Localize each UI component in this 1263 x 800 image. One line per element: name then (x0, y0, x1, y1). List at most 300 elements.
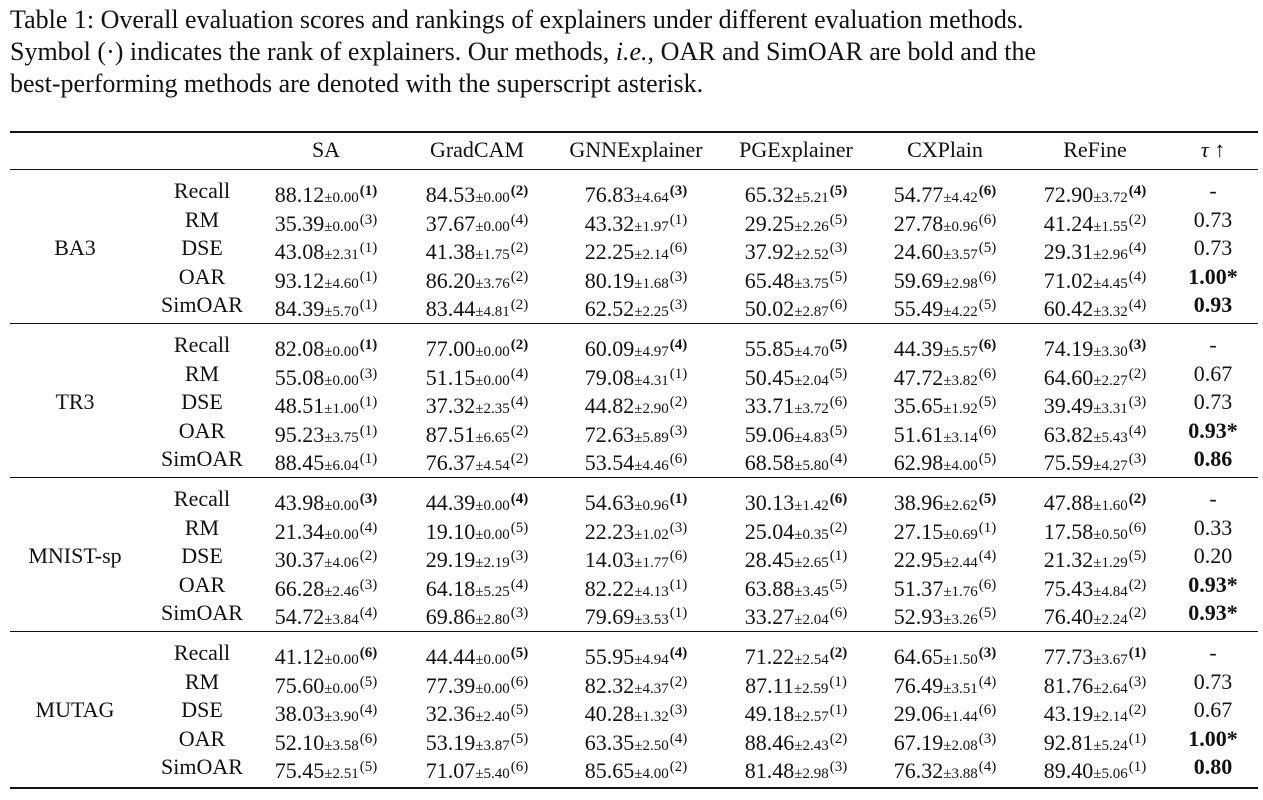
score-cell (745, 753, 847, 788)
score-rank: (6) (978, 268, 997, 285)
table-top-rule (10, 131, 1258, 133)
score-rank: (5) (510, 702, 529, 719)
score-rank: (5) (829, 576, 848, 593)
score-value: 25.04 (744, 518, 795, 544)
score-value: 55.85 (744, 336, 795, 361)
score-cell (745, 445, 847, 480)
score-value: 72.63 (584, 421, 635, 447)
score-value: 63.88 (744, 575, 795, 601)
score-value: 44.39 (425, 490, 476, 515)
score-rank: (4) (978, 759, 997, 776)
score-std: ±3.90 (324, 709, 359, 726)
score-std: ±4.13 (634, 583, 669, 600)
score-std: ±1.97 (634, 218, 669, 235)
metric-label: DSE (181, 235, 223, 261)
score-std: ±1.92 (943, 401, 978, 418)
score-rank: (3) (669, 297, 688, 314)
score-rank: (6) (978, 422, 997, 439)
score-value: 77.39 (425, 672, 476, 698)
score-rank: (1) (359, 451, 378, 468)
score-std: ±2.31 (324, 247, 359, 264)
score-rank: (1) (829, 673, 847, 690)
score-std: ±0.96 (943, 218, 978, 235)
score-std: ±0.00 (475, 680, 510, 697)
col-header-sa: SA (311, 137, 341, 162)
score-rank: (6) (1128, 519, 1147, 536)
score-rank: (1) (359, 240, 378, 257)
score-cell (585, 445, 687, 480)
score-rank: (3) (978, 645, 997, 661)
score-std: ±4.70 (794, 344, 829, 360)
score-rank: (6) (669, 240, 688, 257)
score-value: 35.65 (893, 393, 944, 419)
score-rank: (5) (978, 394, 997, 411)
dataset-label: TR3 (55, 389, 95, 415)
score-value: 39.49 (1043, 393, 1094, 419)
score-rank: (5) (1128, 548, 1147, 565)
score-std: ±5.21 (794, 190, 829, 206)
score-rank: (2) (510, 422, 529, 439)
caption-line-2-start: Symbol (·) indicates the rank of explainers. Our methods, (10, 37, 616, 66)
col-header-tau: τ ↑ (1200, 137, 1226, 162)
caption-line-3: best-performing methods are denoted with the superscript asterisk. (10, 69, 704, 98)
score-std: ±3.72 (1093, 190, 1128, 206)
tau-value: 0.80 (1193, 754, 1233, 780)
score-value: 38.03 (274, 701, 325, 727)
score-cell (426, 445, 528, 480)
score-value: 81.76 (1043, 672, 1094, 698)
score-value: 64.60 (1043, 364, 1094, 390)
score-rank: (1) (978, 519, 997, 536)
score-value: 71.22 (744, 644, 795, 669)
score-std: ±5.40 (475, 766, 510, 783)
score-value: 52.10 (274, 729, 325, 755)
score-rank: (6) (829, 605, 848, 622)
score-std: ±2.04 (794, 612, 829, 629)
score-rank: (1) (359, 422, 378, 439)
score-std: ±3.72 (794, 401, 829, 418)
table-caption (10, 4, 1258, 100)
score-value: 93.12 (274, 267, 325, 293)
score-value: 59.69 (893, 267, 944, 293)
tau-value: - (1209, 178, 1217, 203)
score-value: 55.08 (274, 364, 325, 390)
score-std: ±4.97 (634, 344, 669, 360)
metric-label: DSE (181, 543, 223, 569)
metric-label: OAR (178, 725, 226, 751)
score-value: 75.43 (1043, 575, 1094, 601)
score-std: ±6.04 (324, 458, 359, 475)
score-std: ±2.59 (793, 680, 829, 697)
score-rank: (3) (1128, 673, 1147, 690)
score-rank: (1) (1128, 759, 1147, 776)
score-std: ±3.32 (1093, 304, 1128, 321)
score-value: 92.81 (1043, 729, 1094, 755)
score-value: 29.25 (744, 210, 795, 236)
score-rank: (5) (829, 268, 848, 285)
score-value: 64.65 (893, 644, 944, 669)
score-rank: (5) (978, 451, 997, 468)
score-value: 82.32 (584, 672, 635, 698)
score-value: 28.45 (744, 547, 795, 573)
score-rank: (2) (1128, 702, 1147, 719)
score-std: ±2.50 (634, 737, 669, 754)
score-rank: (1) (1128, 730, 1147, 747)
score-rank: (3) (669, 519, 688, 536)
score-std: ±0.50 (1093, 526, 1128, 543)
score-rank: (3) (510, 548, 529, 565)
score-value: 54.72 (274, 604, 325, 630)
score-rank: (5) (978, 605, 997, 622)
score-std: ±0.00 (324, 498, 359, 514)
score-value: 24.60 (893, 239, 944, 265)
score-std: ±0.00 (324, 652, 359, 668)
score-rank: (6) (978, 183, 997, 199)
tau-value: 1.00* (1188, 263, 1238, 289)
score-std: ±2.46 (324, 583, 359, 600)
score-rank: (6) (669, 451, 688, 468)
score-std: ±3.30 (1093, 344, 1128, 360)
score-rank: (1) (669, 576, 688, 593)
score-value: 81.48 (744, 758, 795, 784)
score-value: 76.37 (425, 450, 476, 476)
tau-value: 0.67 (1193, 697, 1233, 723)
score-std: ±0.00 (475, 372, 510, 389)
tau-value: 0.93 (1193, 292, 1233, 318)
score-rank: (2) (510, 268, 529, 285)
score-value: 50.45 (744, 364, 795, 390)
score-value: 60.42 (1043, 296, 1094, 322)
score-value: 14.03 (584, 547, 635, 573)
score-std: ±4.84 (1093, 583, 1128, 600)
score-value: 76.40 (1043, 604, 1094, 630)
score-std: ±2.62 (943, 498, 978, 514)
score-std: ±2.26 (794, 218, 829, 235)
score-value: 17.58 (1043, 518, 1094, 544)
score-value: 62.98 (893, 450, 944, 476)
group-separator-rule (10, 477, 1258, 478)
score-std: ±0.00 (324, 344, 359, 360)
score-std: ±4.00 (943, 458, 978, 475)
score-cell (585, 291, 687, 326)
score-std: ±5.80 (794, 458, 829, 475)
score-cell (585, 599, 687, 634)
score-rank: (6) (978, 702, 997, 719)
score-rank: (4) (829, 451, 848, 468)
score-std: ±2.80 (475, 612, 510, 629)
score-std: ±2.44 (943, 555, 978, 572)
score-std: ±0.00 (324, 680, 359, 697)
score-rank: (3) (669, 268, 688, 285)
score-std: ±2.14 (634, 247, 669, 264)
score-std: ±2.87 (794, 304, 829, 321)
tau-symbol: τ (1200, 137, 1209, 162)
score-value: 64.18 (425, 575, 476, 601)
score-std: ±0.00 (324, 190, 359, 206)
group-separator-rule (10, 169, 1258, 170)
score-rank: (4) (669, 337, 688, 353)
score-rank: (1) (669, 365, 688, 382)
caption-ie: i.e., (615, 37, 655, 66)
score-value: 71.07 (425, 758, 476, 784)
score-value: 44.44 (425, 644, 476, 669)
score-rank: (4) (359, 702, 378, 719)
score-value: 72.90 (1043, 182, 1094, 207)
score-rank: (1) (359, 297, 378, 314)
score-rank: (3) (359, 576, 378, 593)
tau-value: - (1209, 640, 1217, 665)
caption-line-2 (10, 36, 1258, 68)
score-rank: (2) (1128, 491, 1147, 507)
score-cell (894, 445, 996, 480)
score-rank: (5) (359, 759, 378, 776)
score-value: 43.98 (274, 490, 325, 515)
score-rank: (2) (510, 337, 529, 353)
score-value: 62.52 (584, 296, 635, 322)
score-rank: (5) (978, 491, 997, 507)
score-value: 33.71 (744, 393, 795, 419)
caption-line-2-end: OAR and SimOAR are bold and the (654, 37, 1037, 66)
score-value: 52.93 (893, 604, 944, 630)
score-cell (1044, 753, 1146, 788)
score-std: ±2.98 (943, 275, 978, 292)
score-value: 41.24 (1043, 210, 1094, 236)
score-cell (745, 599, 847, 634)
score-rank: (4) (978, 673, 997, 690)
score-std: ±2.64 (1093, 680, 1128, 697)
score-std: ±4.45 (1093, 275, 1128, 292)
score-rank: (5) (978, 240, 997, 257)
score-std: ±2.19 (475, 555, 510, 572)
score-std: ±4.46 (634, 458, 669, 475)
score-value: 77.73 (1043, 644, 1094, 669)
score-std: ±4.31 (634, 372, 669, 389)
score-value: 53.19 (425, 729, 476, 755)
score-std: ±0.00 (475, 498, 510, 514)
score-value: 44.39 (893, 336, 944, 361)
score-value: 85.65 (584, 758, 635, 784)
metric-label: Recall (173, 178, 231, 203)
score-value: 77.00 (425, 336, 476, 361)
score-rank: (1) (829, 702, 848, 719)
score-cell (894, 291, 996, 326)
score-rank: (5) (510, 645, 529, 661)
score-value: 75.45 (274, 758, 325, 784)
metric-label: RM (184, 206, 220, 232)
score-std: ±1.76 (943, 583, 978, 600)
tau-value: 0.93* (1188, 571, 1238, 597)
score-value: 35.39 (274, 210, 325, 236)
score-value: 82.08 (274, 336, 325, 361)
score-rank: (6) (829, 394, 848, 411)
score-std: ±2.27 (1093, 372, 1128, 389)
score-value: 55.49 (893, 296, 944, 322)
score-rank: (3) (978, 730, 997, 747)
score-rank: (2) (669, 759, 688, 776)
score-value: 30.37 (274, 547, 325, 573)
score-value: 76.32 (893, 758, 944, 784)
score-std: ±3.82 (943, 372, 978, 389)
score-value: 65.48 (744, 267, 795, 293)
score-rank: (2) (1128, 605, 1147, 622)
score-value: 87.51 (425, 421, 476, 447)
tau-value: 0.73 (1193, 389, 1233, 415)
score-rank: (1) (829, 548, 848, 565)
score-std: ±0.35 (794, 526, 829, 543)
score-std: ±4.42 (943, 190, 978, 206)
score-std: ±2.98 (794, 766, 829, 783)
score-rank: (5) (510, 730, 529, 747)
score-std: ±2.52 (794, 247, 829, 264)
tau-value: - (1209, 486, 1217, 511)
score-value: 75.59 (1043, 450, 1094, 476)
score-std: ±2.04 (794, 372, 829, 389)
score-rank: (5) (829, 365, 848, 382)
score-value: 84.53 (425, 182, 476, 207)
score-std: ±5.70 (324, 304, 359, 321)
score-rank: (4) (978, 548, 997, 565)
score-std: ±3.51 (943, 680, 978, 697)
score-std: ±3.76 (475, 275, 510, 292)
score-std: ±4.06 (324, 555, 359, 572)
tau-value: 0.67 (1193, 360, 1233, 386)
score-cell (275, 599, 377, 634)
score-rank: (3) (669, 183, 688, 199)
score-std: ±1.32 (634, 709, 669, 726)
score-rank: (3) (1128, 337, 1147, 353)
score-rank: (1) (669, 211, 688, 228)
score-std: ±2.65 (794, 555, 829, 572)
metric-label: RM (184, 360, 220, 386)
score-std: ±4.54 (475, 458, 510, 475)
score-rank: (5) (829, 422, 848, 439)
score-std: ±3.14 (943, 429, 978, 446)
dataset-label: MUTAG (35, 697, 115, 723)
score-value: 21.32 (1043, 547, 1094, 573)
metric-label: SimOAR (161, 754, 243, 780)
score-std: ±2.25 (634, 304, 669, 321)
score-std: ±2.14 (1093, 709, 1128, 726)
score-value: 88.45 (274, 450, 325, 476)
score-cell (275, 753, 377, 788)
score-rank: (4) (359, 605, 378, 622)
tau-value: 0.73 (1193, 668, 1233, 694)
score-std: ±3.53 (634, 612, 669, 629)
score-rank: (3) (359, 365, 378, 382)
score-value: 38.96 (893, 490, 944, 515)
score-value: 43.32 (584, 210, 635, 236)
score-rank: (2) (1128, 365, 1147, 382)
score-std: ±2.35 (475, 401, 510, 418)
score-std: ±1.42 (794, 498, 829, 514)
score-rank: (6) (829, 491, 848, 507)
score-rank: (2) (510, 297, 529, 314)
score-value: 89.40 (1043, 758, 1094, 784)
score-std: ±4.83 (794, 429, 829, 446)
score-value: 48.51 (274, 393, 325, 419)
score-std: ±3.26 (943, 612, 978, 629)
score-cell (275, 445, 377, 480)
col-header-cxplain: CXPlain (907, 137, 983, 162)
dataset-label: BA3 (54, 235, 96, 261)
score-rank: (3) (510, 605, 529, 622)
score-cell (426, 599, 528, 634)
col-header-refine: ReFine (1063, 137, 1127, 162)
score-std: ±5.89 (634, 429, 669, 446)
score-rank: (2) (669, 673, 688, 690)
score-rank: (4) (510, 211, 529, 228)
dataset-label: MNIST-sp (28, 543, 122, 569)
score-std: ±3.45 (794, 583, 829, 600)
score-std: ±4.64 (634, 190, 669, 206)
score-value: 37.67 (425, 210, 476, 236)
score-std: ±0.69 (943, 526, 978, 543)
score-std: ±2.96 (1093, 247, 1128, 264)
score-cell (585, 753, 687, 788)
score-std: ±0.00 (475, 526, 510, 543)
score-std: ±0.00 (324, 526, 359, 543)
score-std: ±3.58 (324, 737, 359, 754)
score-value: 32.36 (425, 701, 476, 727)
score-value: 30.13 (744, 490, 795, 515)
score-rank: (6) (978, 337, 997, 353)
score-std: ±2.40 (475, 709, 510, 726)
score-value: 60.09 (584, 336, 635, 361)
score-value: 54.63 (584, 490, 635, 515)
score-value: 41.38 (425, 239, 476, 265)
score-rank: (2) (510, 240, 529, 257)
metric-label: Recall (173, 486, 231, 511)
score-value: 76.83 (584, 182, 635, 207)
score-std: ±4.22 (943, 304, 978, 321)
score-std: ±4.00 (634, 766, 669, 783)
score-cell (426, 753, 528, 788)
score-std: ±4.37 (634, 680, 669, 697)
score-std: ±4.81 (475, 304, 510, 321)
score-rank: (3) (669, 702, 688, 719)
score-std: ±5.57 (943, 344, 978, 360)
score-value: 55.95 (584, 644, 635, 669)
score-value: 51.61 (893, 421, 944, 447)
score-std: ±5.24 (1093, 737, 1128, 754)
score-value: 44.82 (584, 393, 635, 419)
score-std: ±2.57 (794, 709, 829, 726)
score-cell (275, 291, 377, 326)
metric-label: Recall (173, 332, 231, 357)
caption-line-1: Table 1: Overall evaluation scores and rankings of explainers under different evaluation methods. (10, 5, 1024, 34)
tau-value: 1.00* (1188, 725, 1238, 751)
metric-label: SimOAR (161, 446, 243, 472)
score-value: 59.06 (744, 421, 795, 447)
metric-label: RM (184, 514, 220, 540)
score-std: ±3.75 (324, 429, 359, 446)
score-rank: (1) (669, 605, 688, 622)
score-std: ±3.88 (943, 766, 978, 783)
score-value: 49.18 (744, 701, 795, 727)
score-rank: (5) (829, 337, 848, 353)
score-value: 71.02 (1043, 267, 1094, 293)
score-std: ±1.02 (634, 526, 669, 543)
tau-value: 0.93* (1188, 600, 1238, 626)
score-rank: (1) (1128, 645, 1147, 661)
score-value: 84.39 (274, 296, 325, 322)
score-rank: (2) (1128, 211, 1147, 228)
tau-value: 0.73 (1193, 235, 1233, 261)
score-rank: (2) (829, 645, 848, 661)
score-value: 67.19 (893, 729, 944, 755)
tau-value: 0.93* (1188, 417, 1238, 443)
score-std: ±2.51 (324, 766, 359, 783)
